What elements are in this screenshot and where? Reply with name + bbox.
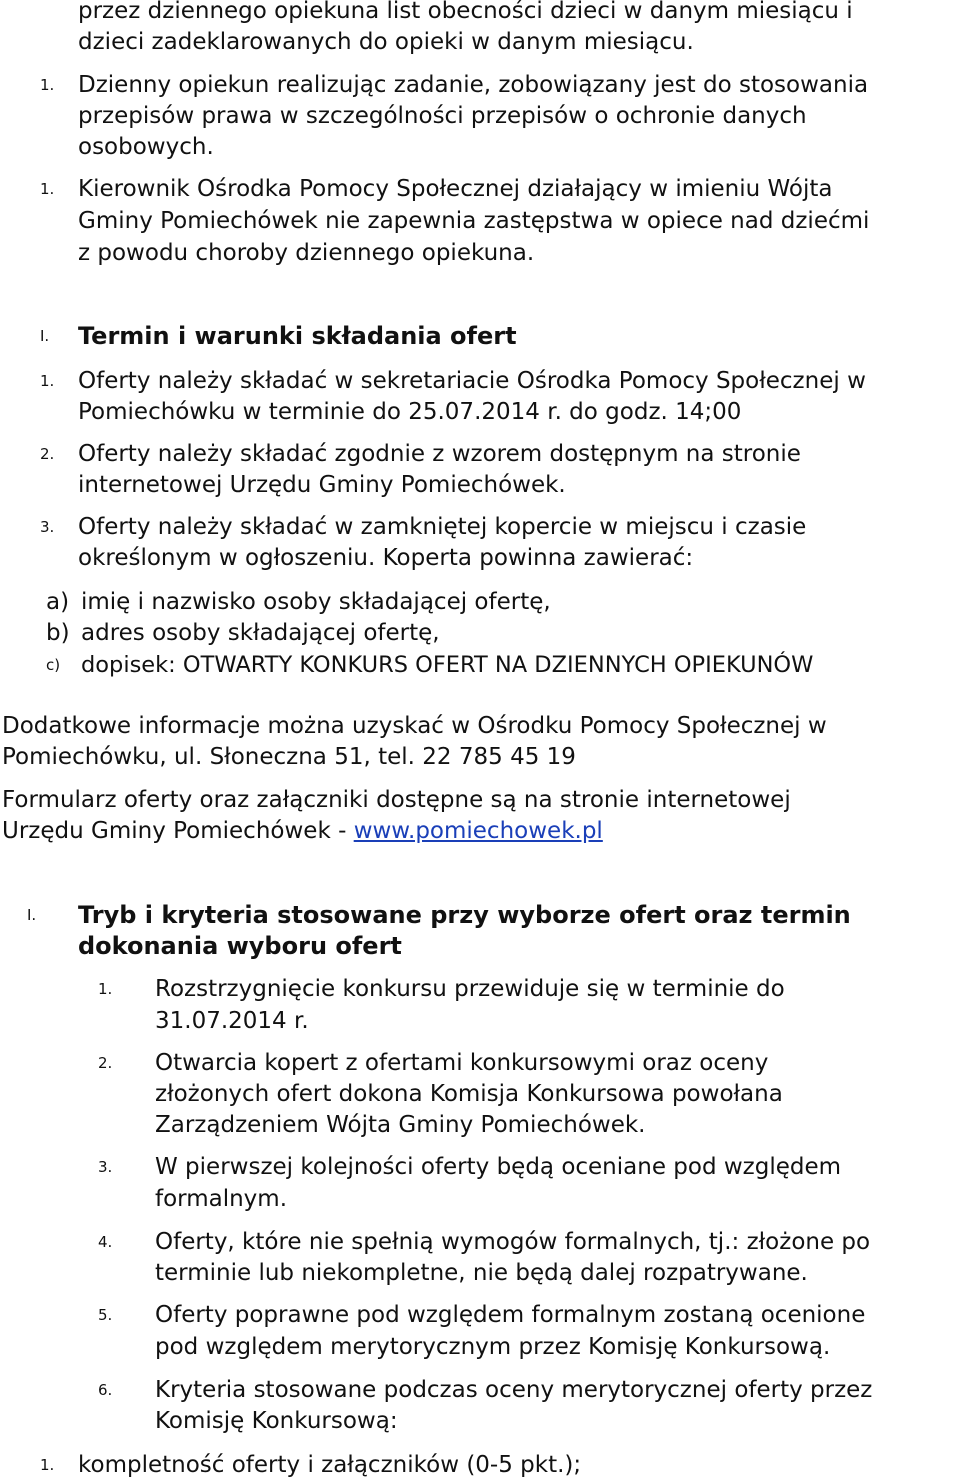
list-number: 3.: [40, 518, 55, 536]
list-item-text: Otwarcia kopert z ofertami konkursowymi oraz oceny: [155, 1050, 769, 1076]
section-number: I.: [27, 906, 37, 924]
envelope-marker: a): [46, 589, 70, 615]
obligation-number: 1.: [40, 180, 55, 198]
intro-line-2: dzieci zadeklarowanych do opieki w danym miesiącu.: [78, 29, 694, 55]
list-number: 2.: [98, 1054, 113, 1072]
section-heading: dokonania wyboru ofert: [78, 932, 402, 960]
list-item-text: Oferty należy składać w zamkniętej kopercie w miejscu i czasie: [78, 514, 807, 540]
list-item-text: złożonych ofert dokona Komisja Konkursowa powołana: [155, 1081, 783, 1107]
envelope-marker: c): [46, 656, 61, 674]
obligation-text: z powodu choroby dziennego opiekuna.: [78, 240, 535, 266]
list-number: 5.: [98, 1306, 113, 1324]
obligation-text: Kierownik Ośrodka Pomocy Społecznej działający w imieniu Wójta: [78, 176, 833, 202]
forms-info-line: [2, 816, 603, 847]
section-number: I.: [40, 327, 50, 345]
list-number: 2.: [40, 445, 55, 463]
list-item-text: Oferty, które nie spełnią wymogów formalnych, tj.: złożone po: [155, 1229, 871, 1255]
intro-line-1: przez dziennego opiekuna list obecności dzieci w danym miesiącu i: [78, 0, 853, 24]
obligation-number: 1.: [40, 76, 55, 94]
obligation-text: osobowych.: [78, 134, 214, 160]
list-item-text: internetowej Urzędu Gminy Pomiechówek.: [78, 472, 566, 498]
list-number: 4.: [98, 1233, 113, 1251]
list-item-text: formalnym.: [155, 1186, 288, 1212]
additional-info-line: Dodatkowe informacje można uzyskać w Ośrodku Pomocy Społecznej w: [2, 713, 827, 739]
criteria-item: kompletność oferty i załączników (0-5 pkt.);: [78, 1452, 582, 1478]
list-item-text: Komisję Konkursową:: [155, 1408, 398, 1434]
list-item-text: określonym w ogłoszeniu. Koperta powinna zawierać:: [78, 545, 694, 571]
list-item-text: Rozstrzygnięcie konkursu przewiduje się w terminie do: [155, 976, 785, 1002]
criteria-number: 1.: [40, 1456, 55, 1474]
list-item-text: Oferty należy składać zgodnie z wzorem dostępnym na stronie: [78, 441, 801, 467]
list-item-text: W pierwszej kolejności oferty będą oceniane pod względem: [155, 1154, 842, 1180]
list-item-text: Kryteria stosowane podczas oceny merytorycznej oferty przez: [155, 1377, 873, 1403]
list-item-text: 31.07.2014 r.: [155, 1008, 309, 1034]
envelope-item: imię i nazwisko osoby składającej ofertę,: [81, 589, 551, 615]
list-item-text: Oferty poprawne pod względem formalnym zostaną ocenione: [155, 1302, 866, 1328]
section-heading: Termin i warunki składania ofert: [78, 322, 517, 350]
envelope-item: adres osoby składającej ofertę,: [81, 620, 440, 646]
obligation-text: Dzienny opiekun realizując zadanie, zobowiązany jest do stosowania: [78, 72, 869, 98]
obligation-text: przepisów prawa w szczególności przepisów o ochronie danych: [78, 103, 807, 129]
list-item-text: Zarządzeniem Wójta Gminy Pomiechówek.: [155, 1112, 646, 1138]
envelope-marker: b): [46, 620, 70, 646]
list-item-text: Oferty należy składać w sekretariacie Ośrodka Pomocy Społecznej w: [78, 368, 866, 394]
forms-info-line: Formularz oferty oraz załączniki dostępne są na stronie internetowej: [2, 787, 791, 813]
website-link[interactable]: www.pomiechowek.pl: [353, 818, 603, 844]
forms-info-prefix: Urzędu Gminy Pomiechówek -: [2, 818, 354, 844]
section-heading: Tryb i kryteria stosowane przy wyborze ofert oraz termin: [78, 901, 851, 929]
list-number: 3.: [98, 1158, 113, 1176]
list-item-text: Pomiechówku w terminie do 25.07.2014 r. do godz. 14;00: [78, 399, 742, 425]
envelope-item: dopisek: OTWARTY KONKURS OFERT NA DZIENNYCH OPIEKUNÓW: [81, 652, 814, 678]
obligation-text: Gminy Pomiechówek nie zapewnia zastępstwa w opiece nad dziećmi: [78, 208, 870, 234]
list-number: 1.: [98, 980, 113, 998]
list-number: 1.: [40, 372, 55, 390]
additional-info-line: Pomiechówku, ul. Słoneczna 51, tel. 22 785 45 19: [2, 744, 576, 770]
list-item-text: pod względem merytorycznym przez Komisję Konkursową.: [155, 1334, 831, 1360]
list-item-text: terminie lub niekompletne, nie będą dalej rozpatrywane.: [155, 1260, 808, 1286]
list-number: 6.: [98, 1381, 113, 1399]
